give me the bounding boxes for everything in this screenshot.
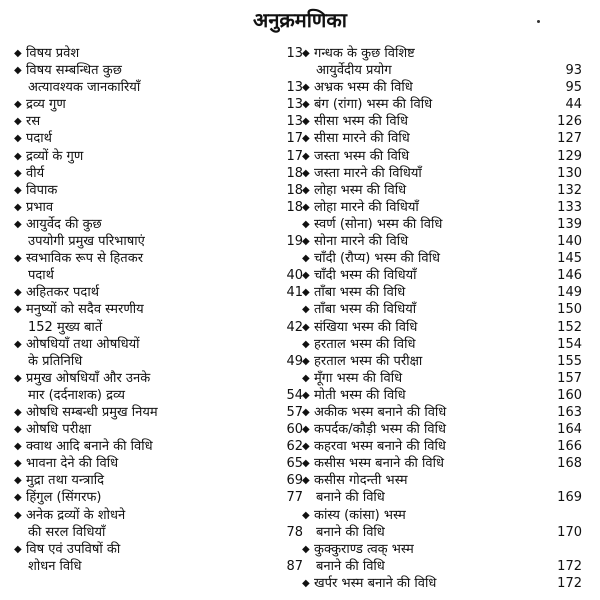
toc-entry: [302, 541, 582, 575]
toc-entry-title: विपाक: [26, 182, 58, 198]
toc-entry: [302, 421, 582, 438]
toc-page-number: 160: [557, 387, 582, 403]
bullet-diamond-icon: ◆: [14, 218, 22, 230]
toc-page-number: 166: [557, 439, 582, 455]
toc-page-number: 42: [286, 319, 303, 335]
toc-entry-title: रस: [26, 114, 41, 130]
bullet-diamond-icon: ◆: [14, 287, 22, 299]
toc-entry: [302, 130, 582, 147]
toc-entry: [14, 182, 303, 199]
bullet-diamond-icon: ◆: [302, 201, 310, 213]
toc-entry-title: मुद्रा तथा यन्त्रादि: [26, 473, 104, 489]
toc-page-number: 164: [557, 422, 582, 438]
toc-entry: [302, 472, 582, 506]
toc-page-number: 172: [557, 558, 582, 574]
toc-entry: [14, 472, 303, 489]
toc-entry-title: कसीस भस्म बनाने की विधि: [314, 456, 444, 472]
toc-entry-title: बनाने की विधि: [316, 558, 385, 574]
toc-page-number: 169: [557, 490, 582, 506]
bullet-diamond-icon: ◆: [14, 167, 22, 179]
toc-entry-title: सोना मारने की विधि: [314, 234, 409, 250]
bullet-diamond-icon: ◆: [302, 475, 310, 487]
toc-entry: [302, 79, 582, 96]
toc-entry: [302, 575, 582, 592]
toc-entry-title: पदार्थ: [26, 131, 52, 147]
bullet-diamond-icon: ◆: [14, 372, 22, 384]
bullet-diamond-icon: ◆: [302, 577, 310, 589]
toc-entry: [14, 301, 303, 335]
toc-entry: [14, 113, 303, 130]
toc-entry-title: प्रमुख ओषधियाँ और उनके: [26, 370, 151, 386]
bullet-diamond-icon: ◆: [302, 304, 310, 316]
toc-page-number: 168: [557, 456, 582, 472]
toc-entry: [14, 45, 303, 62]
toc-entry: [14, 370, 303, 404]
toc-entry-title: मनुष्यों को सदैव स्मरणीय: [26, 302, 144, 318]
bullet-diamond-icon: ◆: [302, 184, 310, 196]
toc-entry-title: की सरल विधियाँ: [28, 524, 106, 540]
toc-entry-title: हरताल भस्म की परीक्षा: [314, 353, 423, 369]
toc-entry: [14, 199, 303, 216]
toc-entry-title: वीर्य: [26, 165, 45, 181]
toc-entry-title: बनाने की विधि: [316, 524, 385, 540]
bullet-diamond-icon: ◆: [14, 441, 22, 453]
toc-entry: [302, 165, 582, 182]
toc-page-number: 18: [286, 182, 303, 198]
toc-page-number: 152: [557, 319, 582, 335]
toc-entry: [14, 165, 303, 182]
bullet-diamond-icon: ◆: [302, 133, 310, 145]
bullet-diamond-icon: ◆: [302, 406, 310, 418]
toc-entry-title: खर्पर भस्म बनाने की विधि: [314, 575, 437, 591]
toc-entry: [302, 387, 582, 404]
toc-entry-title: भावना देने की विधि: [26, 456, 119, 472]
toc-entry: [14, 507, 303, 541]
page-title: अनुक्रमणिका: [253, 8, 347, 32]
toc-entry-title: मोती भस्म की विधि: [314, 387, 406, 403]
bullet-diamond-icon: ◆: [14, 133, 22, 145]
toc-entry-title: कहरवा भस्म बनाने की विधि: [314, 439, 446, 455]
toc-page-number: 157: [557, 370, 582, 386]
bullet-diamond-icon: ◆: [14, 65, 22, 77]
toc-page-number: 54: [286, 387, 303, 403]
toc-page-number: 140: [557, 234, 582, 250]
bullet-diamond-icon: ◆: [302, 441, 310, 453]
toc-right-column: [302, 45, 582, 592]
toc-entry-title: कांस्य (कांसा) भस्म: [314, 507, 406, 523]
toc-page-number: 18: [286, 199, 303, 215]
toc-entry: [302, 284, 582, 301]
toc-entry: [302, 216, 582, 233]
bullet-diamond-icon: ◆: [14, 184, 22, 196]
toc-entry-title: हिंगुल (सिंगरफ): [26, 490, 102, 506]
toc-page-number: 18: [286, 165, 303, 181]
toc-entry-title: कुक्कुराण्ड त्वक् भस्म: [314, 541, 414, 557]
toc-page-number: 133: [557, 199, 582, 215]
bullet-diamond-icon: ◆: [302, 48, 310, 59]
bullet-diamond-icon: ◆: [302, 116, 310, 128]
toc-page-number: 41: [286, 285, 303, 301]
toc-page-number: 87: [286, 558, 303, 574]
bullet-diamond-icon: ◆: [14, 116, 22, 128]
toc-entry-title: ताँबा भस्म की विधियाँ: [314, 302, 417, 318]
toc-page-number: 163: [557, 404, 582, 420]
bullet-diamond-icon: ◆: [302, 270, 310, 282]
bullet-diamond-icon: ◆: [14, 253, 22, 265]
toc-entry-title: आयुर्वेदीय प्रयोग: [316, 63, 392, 79]
bullet-diamond-icon: ◆: [302, 99, 310, 111]
bullet-diamond-icon: ◆: [14, 475, 22, 487]
toc-page-number: 127: [557, 131, 582, 147]
toc-entry: [14, 336, 303, 370]
bullet-diamond-icon: ◆: [14, 201, 22, 213]
toc-entry: [302, 370, 582, 387]
toc-entry: [14, 541, 303, 575]
toc-entry-title: चाँदी (रौप्य) भस्म की विधि: [314, 251, 440, 267]
toc-page-number: 60: [286, 422, 303, 438]
toc-page-number: 17: [286, 148, 303, 164]
toc-entry: [302, 182, 582, 199]
bullet-diamond-icon: ◆: [14, 406, 22, 418]
toc-page-number: 65: [286, 456, 303, 472]
toc-entry: [302, 455, 582, 472]
bullet-diamond-icon: ◆: [302, 253, 310, 265]
toc-entry-title: कसीस गोदन्ती भस्म: [314, 473, 408, 489]
toc-entry-title: शोधन विधि: [28, 558, 82, 574]
toc-page-number: 77: [286, 490, 303, 506]
toc-entry-title: ओषधि सम्बन्धी प्रमुख नियम: [26, 404, 158, 420]
toc-entry: [302, 199, 582, 216]
toc-entry-title: ताँबा भस्म की विधि: [314, 285, 406, 301]
toc-entry-title: हरताल भस्म की विधि: [314, 336, 416, 352]
bullet-diamond-icon: ◆: [302, 150, 310, 162]
toc-left-column: [14, 45, 303, 575]
bullet-diamond-icon: ◆: [302, 218, 310, 230]
toc-page-number: 78: [286, 524, 303, 540]
bullet-diamond-icon: ◆: [302, 287, 310, 299]
toc-page-number: 155: [557, 353, 582, 369]
toc-page-number: 40: [286, 268, 303, 284]
toc-entry-title: गन्धक के कुछ विशिष्ट: [314, 46, 415, 61]
bullet-diamond-icon: ◆: [302, 509, 310, 521]
toc-entry: [14, 148, 303, 165]
toc-page-number: 13: [286, 114, 303, 130]
toc-entry: [302, 250, 582, 267]
toc-entry: [14, 130, 303, 147]
toc-entry-title: स्वभाविक रूप से हितकर: [26, 251, 144, 267]
toc-page-number: 93: [565, 63, 582, 79]
toc-entry: [14, 421, 303, 438]
toc-page-number: 13: [286, 97, 303, 113]
toc-entry-title: जस्ता मारने की विधियाँ: [314, 165, 422, 181]
corner-dot: [537, 20, 540, 23]
toc-entry-title: अकीक भस्म बनाने की विधि: [314, 404, 447, 420]
toc-entry-title: अहितकर पदार्थ: [26, 285, 100, 301]
bullet-diamond-icon: ◆: [302, 236, 310, 248]
bullet-diamond-icon: ◆: [302, 321, 310, 333]
bullet-diamond-icon: ◆: [14, 424, 22, 436]
toc-entry: [14, 438, 303, 455]
bullet-diamond-icon: ◆: [302, 458, 310, 470]
toc-entry-title: आयुर्वेद की कुछ: [26, 216, 102, 232]
toc-entry: [14, 404, 303, 421]
toc-entry-title: विषय सम्बन्धित कुछ: [26, 63, 122, 79]
toc-page-number: 154: [557, 336, 582, 352]
toc-entry: [302, 113, 582, 130]
toc-page-number: 95: [565, 80, 582, 96]
bullet-diamond-icon: ◆: [302, 355, 310, 367]
toc-entry: [14, 284, 303, 301]
toc-entry-title: 152 मुख्य बातें: [28, 319, 103, 335]
toc-entry-title: जस्ता भस्म की विधि: [314, 148, 410, 164]
toc-entry-title: विष एवं उपविषों की: [26, 541, 121, 557]
toc-entry-title: प्रभाव: [26, 199, 54, 215]
bullet-diamond-icon: ◆: [14, 304, 22, 316]
bullet-diamond-icon: ◆: [302, 167, 310, 179]
toc-page-number: 57: [286, 404, 303, 420]
toc-entry-title: क्वाथ आदि बनाने की विधि: [26, 439, 153, 455]
toc-entry-title: ओषधि परीक्षा: [26, 422, 92, 438]
toc-entry: [302, 233, 582, 250]
toc-page-number: 129: [557, 148, 582, 164]
toc-entry-title: अत्यावश्यक जानकारियाँ: [28, 80, 141, 96]
toc-entry-title: ओषधियाँ तथा ओषधियों: [26, 336, 140, 352]
bullet-diamond-icon: ◆: [14, 150, 22, 162]
bullet-diamond-icon: ◆: [14, 543, 22, 555]
toc-page-number: 126: [557, 114, 582, 130]
toc-entry: [302, 96, 582, 113]
toc-entry-title: पदार्थ: [28, 268, 54, 284]
toc-entry-title: के प्रतिनिधि: [28, 353, 83, 369]
toc-entry: [302, 319, 582, 336]
toc-entry: [302, 148, 582, 165]
bullet-diamond-icon: ◆: [14, 492, 22, 504]
toc-entry: [14, 250, 303, 284]
bullet-diamond-icon: ◆: [14, 338, 22, 350]
toc-entry: [302, 336, 582, 353]
toc-page-number: 146: [557, 268, 582, 284]
bullet-diamond-icon: ◆: [302, 338, 310, 350]
toc-entry-title: द्रव्य गुण: [26, 97, 66, 113]
toc-entry-title: अनेक द्रव्यों के शोधने: [26, 507, 126, 523]
bullet-diamond-icon: ◆: [14, 48, 22, 59]
toc-entry: [14, 216, 303, 250]
toc-entry: [14, 489, 303, 506]
toc-entry: [14, 62, 303, 96]
toc-entry-title: संखिया भस्म की विधि: [314, 319, 418, 335]
toc-entry-title: कपर्दक/कौड़ी भस्म की विधि: [314, 422, 446, 438]
toc-page-number: 17: [286, 131, 303, 147]
toc-page-number: 13: [286, 46, 303, 61]
bullet-diamond-icon: ◆: [302, 424, 310, 436]
toc-entry-title: लोहा भस्म की विधि: [314, 182, 407, 198]
toc-entry-title: अभ्रक भस्म की विधि: [314, 80, 413, 96]
toc-entry-title: बनाने की विधि: [316, 490, 385, 506]
toc-entry-title: स्वर्ण (सोना) भस्म की विधि: [314, 216, 443, 232]
toc-entry-title: द्रव्यों के गुण: [26, 148, 84, 164]
toc-page-number: 49: [286, 353, 303, 369]
bullet-diamond-icon: ◆: [14, 509, 22, 521]
toc-entry-title: लोहा मारने की विधियाँ: [314, 199, 419, 215]
toc-entry-title: सीसा भस्म की विधि: [314, 114, 408, 130]
toc-page-number: 130: [557, 165, 582, 181]
toc-entry: [302, 353, 582, 370]
toc-page-number: 139: [557, 216, 582, 232]
bullet-diamond-icon: ◆: [302, 372, 310, 384]
toc-entry-title: बंग (रांगा) भस्म की विधि: [314, 97, 433, 113]
toc-entry-title: सीसा मारने की विधि: [314, 131, 410, 147]
toc-entry-title: विषय प्रवेश: [26, 46, 80, 61]
toc-page-number: 150: [557, 302, 582, 318]
toc-entry: [302, 404, 582, 421]
toc-entry: [302, 267, 582, 284]
toc-page-number: 172: [557, 575, 582, 591]
toc-entry: [14, 96, 303, 113]
toc-entry: [302, 45, 582, 79]
bullet-diamond-icon: ◆: [302, 389, 310, 401]
toc-page-number: 170: [557, 524, 582, 540]
toc-entry: [14, 455, 303, 472]
toc-entry-title: मूँगा भस्म की विधि: [314, 370, 403, 386]
toc-entry: [302, 507, 582, 541]
toc-entry-title: चाँदी भस्म की विधियाँ: [314, 268, 417, 284]
toc-page-number: 62: [286, 439, 303, 455]
bullet-diamond-icon: ◆: [14, 458, 22, 470]
toc-entry: [302, 301, 582, 318]
bullet-diamond-icon: ◆: [302, 82, 310, 94]
toc-entry-title: उपयोगी प्रमुख परिभाषाएं: [28, 234, 145, 250]
toc-page-number: 44: [565, 97, 582, 113]
toc-page-number: 13: [286, 80, 303, 96]
toc-page-number: 149: [557, 285, 582, 301]
toc-page-number: 145: [557, 251, 582, 267]
toc-entry: [302, 438, 582, 455]
toc-page-number: 132: [557, 182, 582, 198]
toc-page-number: 69: [286, 473, 303, 489]
toc-entry-title: मार (दर्दनाशक) द्रव्य: [28, 387, 125, 403]
bullet-diamond-icon: ◆: [302, 543, 310, 555]
bullet-diamond-icon: ◆: [14, 99, 22, 111]
toc-page-number: 19: [286, 234, 303, 250]
